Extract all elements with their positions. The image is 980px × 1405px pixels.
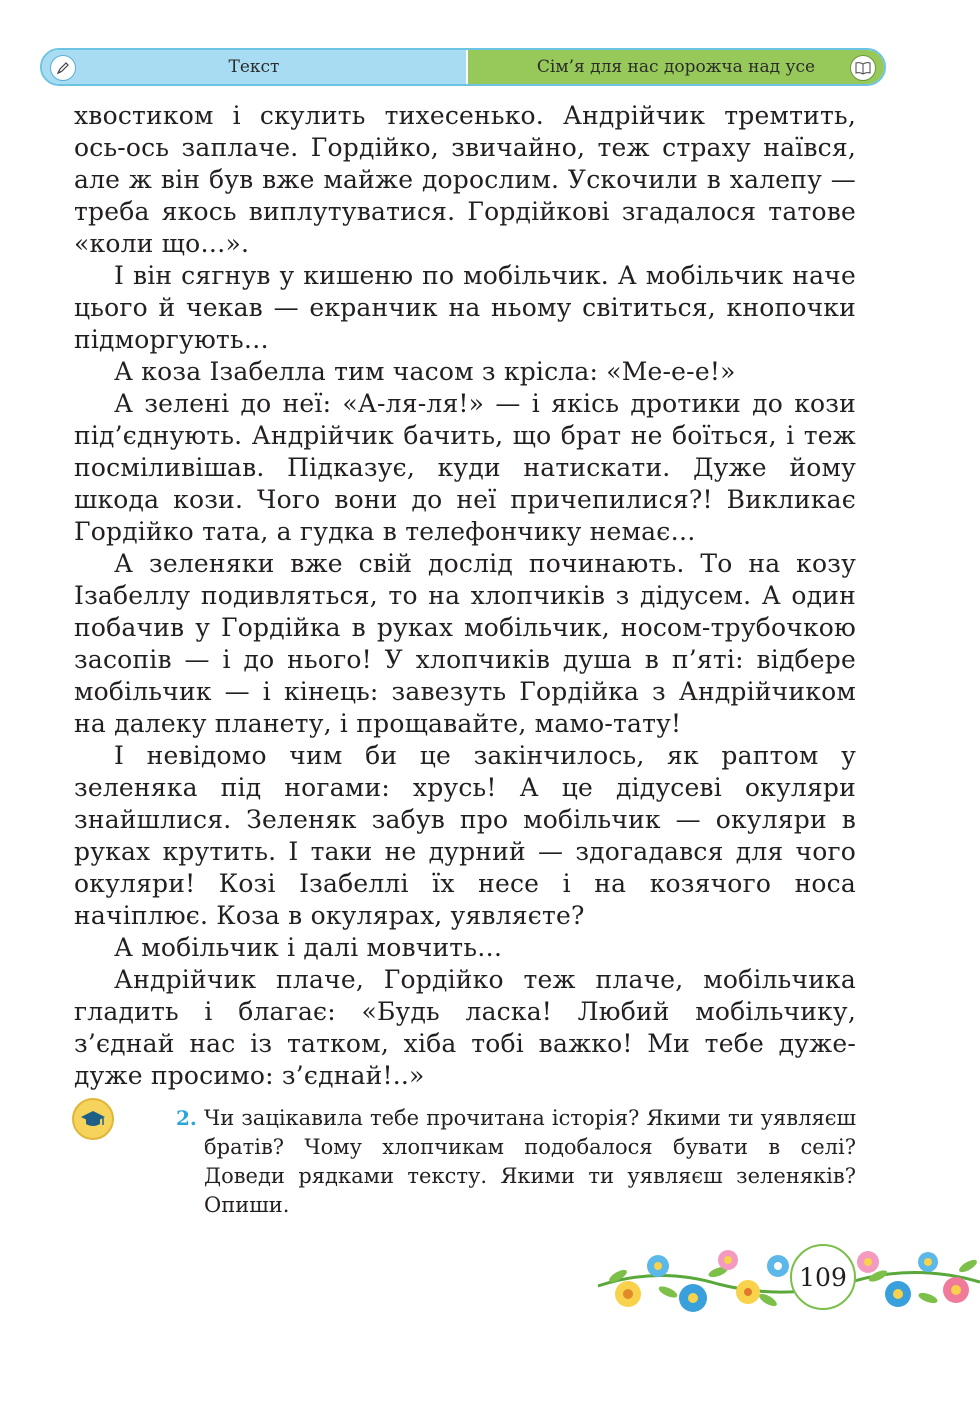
paragraph: І невідомо чим би це закінчилось, як раптом у зеленяка під ногами: хрусь! А це дідусеві окуляри знайшлися. Зеленяк забув про мобільчик — окуляри в руках крутить. І таки не дурний — здогадався для чого окуляри! Козі Ізабеллі їх несе і на козячого носа начіплює. Коза в окулярах, уявляєте?: [74, 741, 856, 930]
page-header: [40, 48, 886, 86]
header-section-left: [42, 50, 468, 84]
task-text: Чи зацікавила тебе прочитана історія? Якими ти уявляєш братів? Чому хлопчикам подобалося бувати в селі? Доведи рядками тексту. Якими ти уявляєш зеленяків? Опиши.: [204, 1106, 856, 1217]
paragraph: Андрійчик плаче, Гордійко теж плаче, мобільчика гладить і благає: «Будь ласка! Любий мобільчику, з’єднай нас із татком, хіба тобі важко! Ми тебе дуже-дуже просимо: з’єднай!..»: [74, 965, 856, 1090]
paragraph: А зеленяки вже свій дослід починають. То на козу Ізабеллу подивляться, то на хлопчиків з дідусем. А один побачив у Гордійка в руках мобільчик, носом-трубочкою засопів — і до нього! У хлопчиків душа в п’яті: відбере мобільчик — і кінець: завезуть Гордійка з Андрійчиком на далеку планету, і прощавайте, мамо-тату!: [74, 549, 856, 738]
paragraph: А зелені до неї: «А-ля-ля!» — і якісь дротики до кози під’єднують. Андрійчик бачить, що брат не боїться, і теж посміливішав. Підказує, куди натискати. Дуже йому шкода кози. Чого вони до неї причепилися?! Викликає Гордійко тата, а гудка в телефончику немає…: [74, 389, 856, 546]
story-text: [74, 100, 856, 1092]
flowers-decoration: [598, 1236, 980, 1322]
header-section-right: [468, 50, 884, 84]
header-label-right: Сім’я для нас дорожча над усе: [536, 57, 816, 77]
task-number: 2.: [176, 1106, 197, 1130]
page-number: 109: [790, 1244, 856, 1310]
task-block: [176, 1104, 856, 1220]
paragraph: А коза Ізабелла тим часом з крісла: «Ме-е-е!»: [114, 357, 736, 386]
header-label-left: Текст: [228, 57, 280, 77]
paragraph: А мобільчик і далі мовчить…: [114, 933, 503, 962]
book-icon: [850, 55, 876, 81]
pen-icon: [50, 55, 76, 81]
paragraph: І він сягнув у кишеню по мобільчик. А мобільчик наче цього й чекав — екранчик на ньому світиться, кнопочки підморгують…: [74, 261, 856, 354]
graduation-cap-icon: [72, 1098, 114, 1140]
paragraph: хвостиком і скулить тихесенько. Андрійчик тремтить, ось-ось заплаче. Гордійко, звичайно, теж страху наївся, але ж він був вже майже дорослим. Ускочили в халепу — треба якось виплутуватися. Гордійкові згадалося татове «коли що…».: [74, 101, 856, 258]
